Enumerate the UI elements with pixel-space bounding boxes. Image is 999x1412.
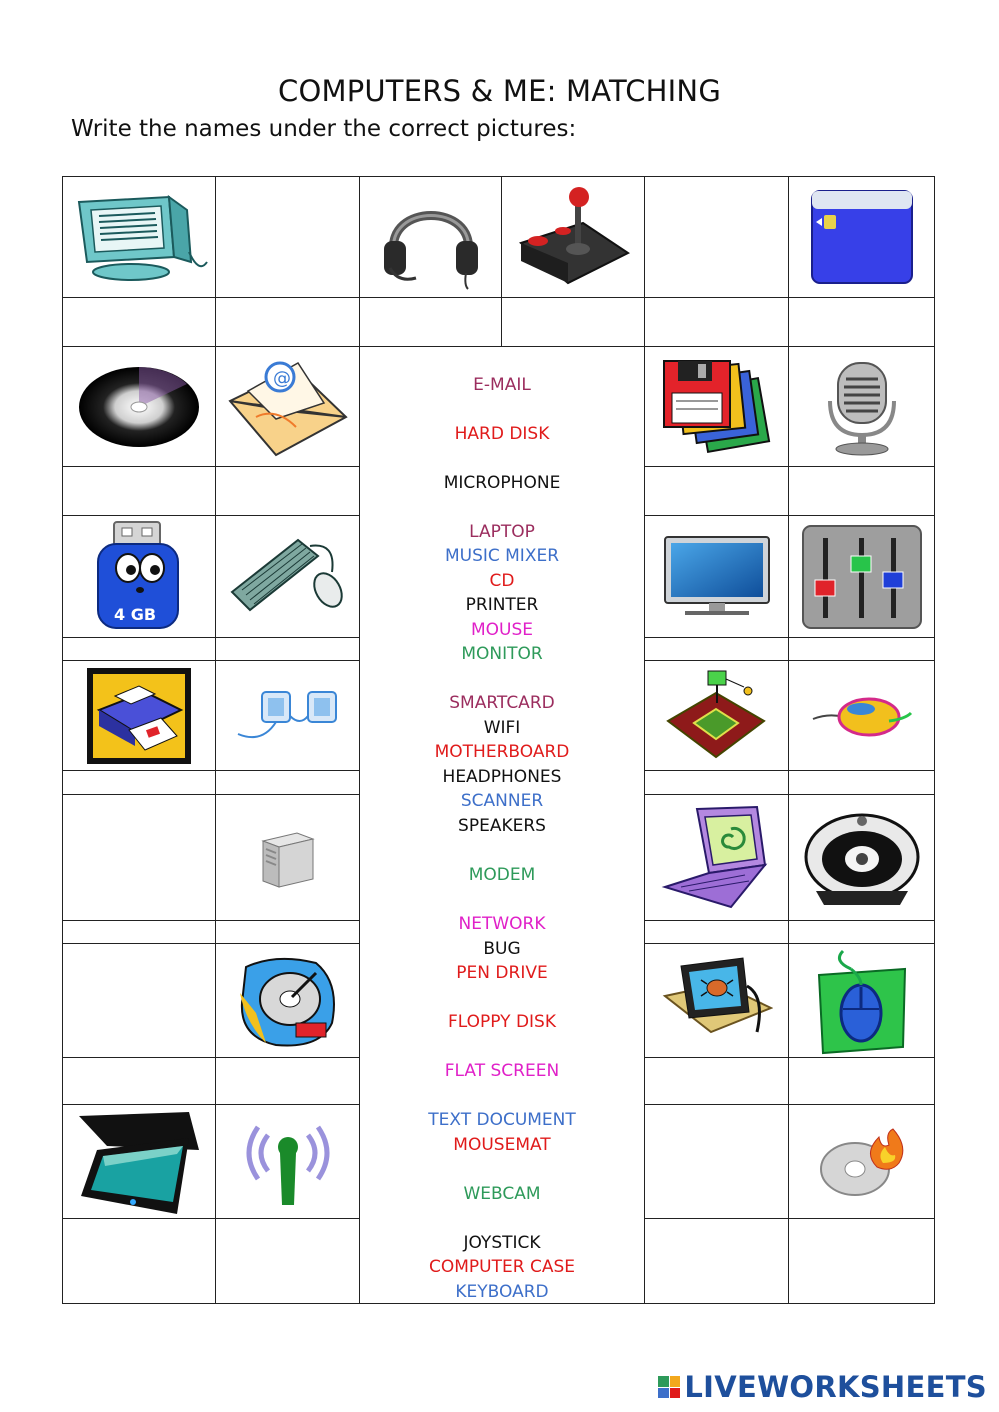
word-bank-item: PRINTER: [465, 595, 539, 615]
word-bank-item: MOUSE: [470, 620, 534, 640]
flat-screen-icon: [663, 535, 771, 619]
mousemat-icon: [813, 947, 911, 1055]
hard-disk-icon: [236, 953, 340, 1049]
word-bank-item: FLOPPY DISK: [448, 1012, 556, 1032]
picture-cell: [788, 515, 935, 638]
mouse-icon: [809, 691, 915, 741]
word-bank-item: COMPUTER CASE: [429, 1257, 575, 1277]
answer-box[interactable]: [215, 1218, 360, 1304]
floppy-disk-icon: [658, 357, 776, 457]
pen-drive-capacity-label: 4 GB: [114, 604, 157, 624]
picture-cell: [62, 176, 216, 298]
picture-cell: [788, 1104, 935, 1219]
word-bank-item: PEN DRIVE: [456, 963, 548, 983]
webcam-icon: [802, 809, 922, 907]
answer-box[interactable]: [644, 297, 789, 347]
word-bank-item: JOYSTICK: [463, 1233, 541, 1253]
word-bank-item: SCANNER: [460, 791, 544, 811]
answer-box[interactable]: [62, 466, 216, 516]
word-bank-item: MONITOR: [461, 644, 543, 664]
answer-box[interactable]: [644, 920, 789, 944]
brand-logo-icon: [658, 1376, 680, 1398]
answer-box[interactable]: [644, 637, 789, 661]
headphones-icon: [376, 183, 486, 291]
answer-box[interactable]: [644, 466, 789, 516]
worksheet-title: COMPUTERS & ME: MATCHING: [278, 74, 721, 108]
picture-cell: [359, 176, 502, 298]
picture-cell: [215, 943, 360, 1058]
laptop-icon: [661, 803, 773, 913]
word-bank-item: MOUSEMAT: [453, 1135, 551, 1155]
picture-cell: [215, 794, 360, 921]
picture-cell: [788, 176, 935, 298]
empty-cell: [215, 176, 360, 298]
word-bank-item: E-MAIL: [473, 375, 531, 395]
cd-icon: [77, 364, 201, 450]
picture-cell: [644, 794, 789, 921]
bug-icon: [661, 956, 773, 1046]
word-bank-item: FLAT SCREEN: [444, 1061, 560, 1081]
answer-box[interactable]: [788, 466, 935, 516]
word-bank-item: WIFI: [483, 718, 521, 738]
empty-cell: [62, 794, 216, 921]
printer-icon: [85, 666, 193, 766]
wifi-icon: [236, 1117, 340, 1207]
answer-box[interactable]: [62, 770, 216, 795]
empty-cell: [644, 1104, 789, 1219]
answer-box[interactable]: [788, 297, 935, 347]
answer-box[interactable]: [788, 770, 935, 795]
picture-cell: [788, 794, 935, 921]
picture-cell: [644, 660, 789, 771]
music-mixer-icon: [801, 524, 923, 630]
answer-box[interactable]: [644, 1057, 789, 1105]
word-bank-item: BUG: [483, 939, 521, 959]
picture-cell: [62, 660, 216, 771]
answer-box[interactable]: [215, 1057, 360, 1105]
picture-cell: [62, 346, 216, 467]
word-bank-item: MODEM: [468, 865, 536, 885]
picture-cell: [644, 943, 789, 1058]
matching-grid: [62, 176, 935, 1304]
answer-box[interactable]: [215, 637, 360, 661]
answer-box[interactable]: [62, 637, 216, 661]
answer-box[interactable]: [215, 770, 360, 795]
email-icon: [226, 357, 350, 457]
picture-cell: [644, 346, 789, 467]
answer-box[interactable]: [62, 1218, 216, 1304]
answer-box[interactable]: [62, 920, 216, 944]
answer-box[interactable]: [215, 920, 360, 944]
answer-box[interactable]: [644, 770, 789, 795]
answer-box[interactable]: [62, 297, 216, 347]
worksheet-instruction: Write the names under the correct pictures:: [71, 116, 577, 142]
answer-box[interactable]: [62, 1057, 216, 1105]
word-bank-item: MUSIC MIXER: [444, 546, 560, 566]
picture-cell: [215, 346, 360, 467]
answer-box[interactable]: [215, 466, 360, 516]
speakers-icon: [232, 686, 344, 746]
keyboard-icon: [228, 532, 348, 622]
word-bank: [359, 346, 645, 1304]
answer-box[interactable]: [359, 297, 502, 347]
answer-box[interactable]: [501, 297, 645, 347]
word-bank-item: SMARTCARD: [449, 693, 555, 713]
picture-cell: [62, 1104, 216, 1219]
word-bank-item: TEXT DOCUMENT: [428, 1110, 576, 1130]
answer-box[interactable]: [215, 297, 360, 347]
word-bank-item: CD: [489, 571, 515, 591]
computer-case-icon: [259, 827, 317, 889]
monitor-icon: [69, 192, 209, 282]
word-bank-item: HEADPHONES: [442, 767, 562, 787]
word-bank-item: KEYBOARD: [455, 1282, 549, 1302]
motherboard-icon: [664, 669, 770, 763]
word-bank-item: MICROPHONE: [443, 473, 561, 493]
at-sign-icon: @: [272, 367, 291, 389]
picture-cell: [215, 660, 360, 771]
picture-cell: [644, 515, 789, 638]
picture-cell: [501, 176, 645, 298]
answer-box[interactable]: [788, 637, 935, 661]
pen-drive-icon: [84, 520, 194, 634]
picture-cell: [215, 515, 360, 638]
answer-box[interactable]: [788, 1218, 935, 1304]
brand-name: LIVEWORKSHEETS: [684, 1370, 987, 1404]
word-bank-item: LAPTOP: [469, 522, 535, 542]
word-bank-item: NETWORK: [458, 914, 546, 934]
word-bank-item: SPEAKERS: [458, 816, 546, 836]
microphone-icon: [812, 357, 912, 457]
picture-cell: [788, 943, 935, 1058]
picture-cell: [215, 1104, 360, 1219]
empty-cell: [62, 943, 216, 1058]
burn-cd-icon: [819, 1127, 905, 1197]
empty-cell: [644, 176, 789, 298]
answer-box[interactable]: [644, 1218, 789, 1304]
scanner-icon: [77, 1110, 201, 1214]
smartcard-icon: [810, 189, 914, 285]
word-bank-item: WEBCAM: [463, 1184, 541, 1204]
picture-cell: [62, 515, 216, 638]
word-bank-item: HARD DISK: [454, 424, 550, 444]
picture-cell: [788, 660, 935, 771]
liveworksheets-logo: [658, 1370, 987, 1404]
answer-box[interactable]: [788, 1057, 935, 1105]
picture-cell: [788, 346, 935, 467]
joystick-icon: [513, 183, 633, 291]
word-bank-item: MOTHERBOARD: [434, 742, 570, 762]
answer-box[interactable]: [788, 920, 935, 944]
